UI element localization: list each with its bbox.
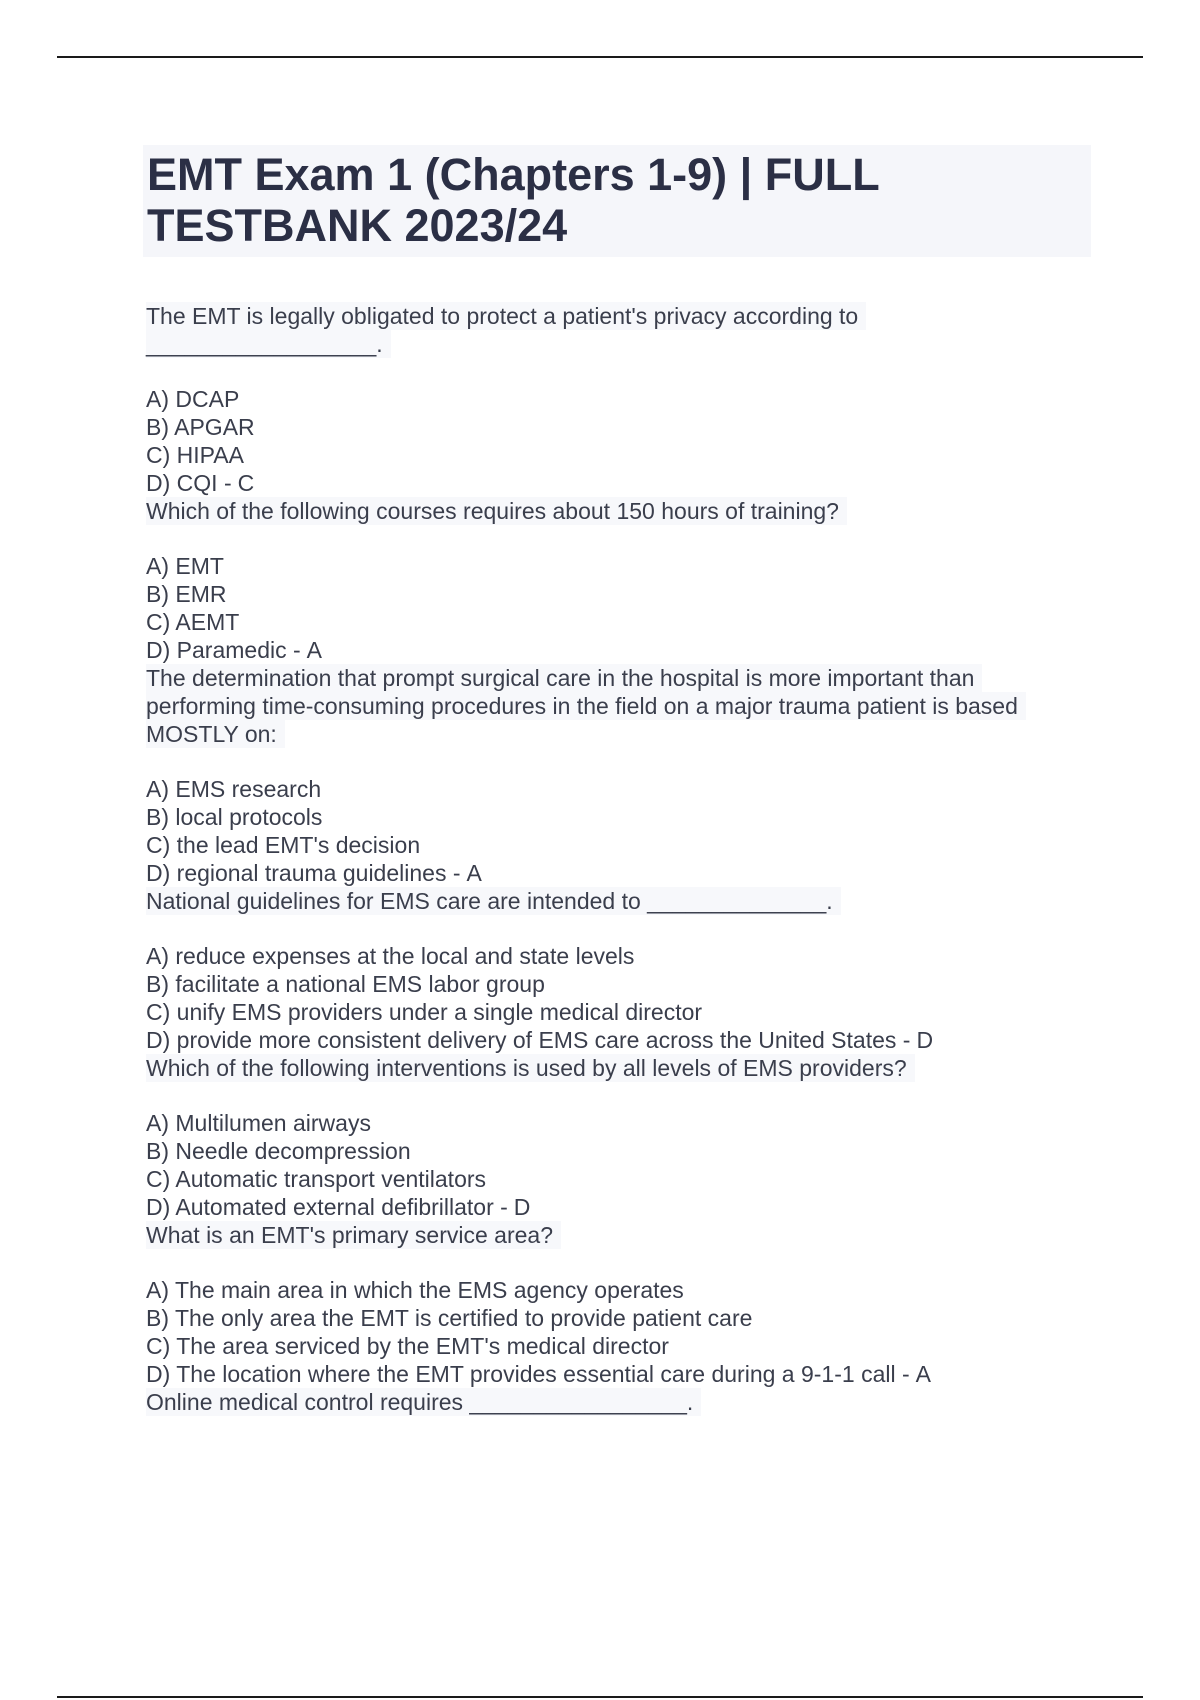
option-d [146, 636, 1091, 664]
option-a: A) DCAP [146, 386, 240, 412]
answer-key: D [916, 1027, 934, 1053]
question-prompt-line-2: performing time-consuming procedures in the field on a major trauma patient is based [146, 692, 1026, 720]
question-2 [146, 497, 1091, 664]
document-title [143, 145, 1091, 257]
option-d-text: D) provide more consistent delivery of EMS care across the United States - [146, 1027, 911, 1053]
title-line-1: EMT Exam 1 (Chapters 1-9) | FULL [147, 149, 880, 200]
option-b: B) EMR [146, 581, 227, 607]
option-c: C) the lead EMT's decision [146, 832, 421, 858]
question-3 [146, 664, 1091, 887]
option-d-text: D) CQI - [146, 470, 232, 496]
question-1 [146, 302, 1091, 497]
answer-key: A [306, 637, 322, 663]
option-a: A) EMS research [146, 776, 322, 802]
option-c: C) HIPAA [146, 442, 244, 468]
option-c: C) AEMT [146, 609, 240, 635]
option-d-text: D) Automated external defibrillator - [146, 1194, 508, 1220]
answer-key: A [466, 860, 482, 886]
title-line-2: TESTBANK 2023/24 [147, 200, 568, 251]
option-b: B) APGAR [146, 414, 255, 440]
option-a: A) Multilumen airways [146, 1110, 371, 1136]
option-d-text: D) regional trauma guidelines - [146, 860, 461, 886]
question-list [146, 302, 1091, 1416]
option-c: C) The area serviced by the EMT's medical director [146, 1333, 669, 1359]
option-b: B) The only area the EMT is certified to provide patient care [146, 1305, 753, 1331]
option-d [146, 1193, 1091, 1221]
option-d-text: D) Paramedic - [146, 637, 301, 663]
option-d [146, 1360, 1091, 1388]
option-a: A) reduce expenses at the local and state levels [146, 943, 635, 969]
option-b: B) facilitate a national EMS labor group [146, 971, 545, 997]
option-a: A) EMT [146, 553, 224, 579]
question-prompt: Which of the following interventions is used by all levels of EMS providers? [146, 1054, 915, 1082]
question-prompt: Online medical control requires _________________. [146, 1388, 701, 1416]
option-d [146, 859, 1091, 887]
top-rule [57, 56, 1143, 58]
option-a: A) The main area in which the EMS agency operates [146, 1277, 684, 1303]
question-prompt: The determination that prompt surgical care in the hospital is more important than [146, 664, 982, 692]
option-d-text: D) The location where the EMT provides essential care during a 9-1-1 call - [146, 1361, 910, 1387]
option-c: C) unify EMS providers under a single medical director [146, 999, 703, 1025]
option-d [146, 469, 1091, 497]
option-b: B) Needle decompression [146, 1138, 411, 1164]
question-prompt: What is an EMT's primary service area? [146, 1221, 561, 1249]
question-7 [146, 1388, 1091, 1416]
question-5 [146, 1054, 1091, 1221]
question-4 [146, 887, 1091, 1054]
question-prompt-blank: __________________. [146, 330, 391, 358]
option-c: C) Automatic transport ventilators [146, 1166, 487, 1192]
question-prompt: National guidelines for EMS care are intended to ______________. [146, 887, 841, 915]
option-d [146, 1026, 1091, 1054]
question-prompt: The EMT is legally obligated to protect a patient's privacy according to [146, 302, 866, 330]
question-prompt: Which of the following courses requires about 150 hours of training? [146, 497, 847, 525]
answer-key: A [915, 1361, 931, 1387]
bottom-rule [57, 1696, 1143, 1698]
question-6 [146, 1221, 1091, 1388]
option-b: B) local protocols [146, 804, 323, 830]
answer-key: C [237, 470, 255, 496]
answer-key: D [513, 1194, 531, 1220]
question-prompt-line-3: MOSTLY on: [146, 720, 285, 748]
